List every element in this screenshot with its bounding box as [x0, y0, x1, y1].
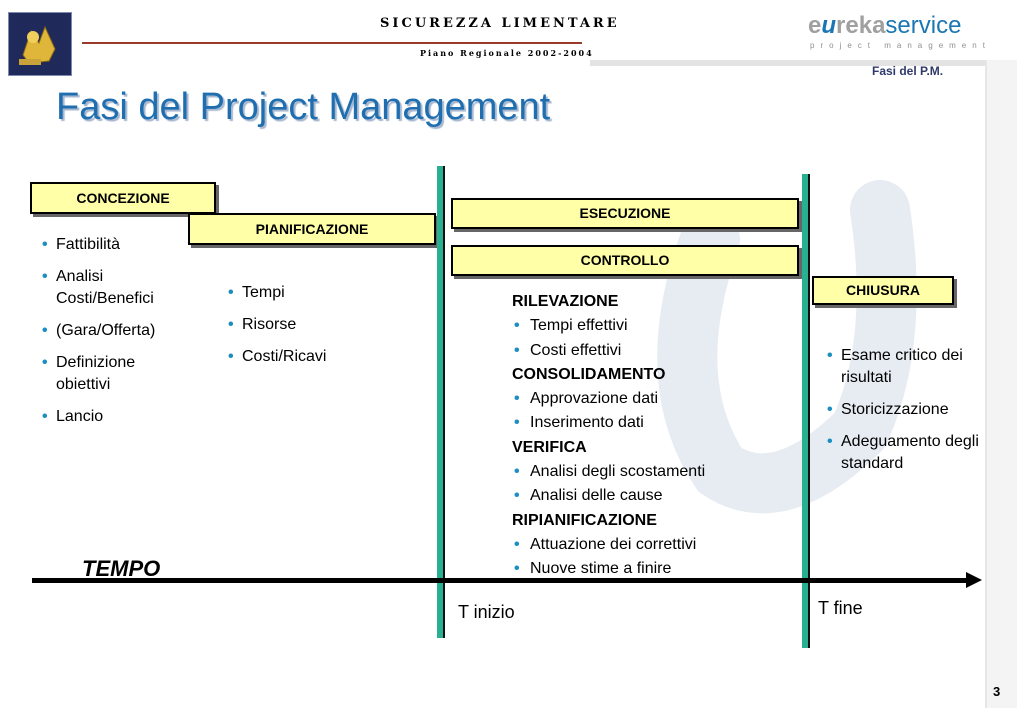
phase-controllo: CONTROLLO — [451, 245, 799, 276]
pianificazione-list — [226, 282, 406, 368]
timeline-label: TEMPO — [82, 556, 161, 581]
list-item: • (Gara/Offerta) — [40, 320, 190, 342]
eureka-u: u — [821, 12, 837, 39]
list-item: • Inserimento dati — [512, 411, 705, 435]
section-heading: CONSOLIDAMENTO — [512, 365, 666, 383]
section-heading: RIPIANIFICAZIONE — [512, 511, 657, 529]
header-rule — [82, 42, 582, 44]
list-item: • Fattibilità — [40, 234, 190, 256]
list-item: • Approvazione dati — [512, 387, 705, 411]
list-item: • Definizione obiettivi — [40, 352, 190, 396]
eureka-reka: reka — [836, 12, 886, 39]
section-heading: VERIFICA — [512, 438, 587, 456]
list-item: • Lancio — [40, 406, 190, 428]
list-item: • Tempi effettivi — [512, 314, 705, 338]
phase-pianificazione: PIANIFICAZIONE — [188, 213, 436, 245]
phase-concezione: CONCEZIONE — [30, 182, 216, 214]
list-item: • Analisi Costi/Benefici — [40, 266, 190, 310]
chiusura-list — [825, 345, 985, 475]
eureka-logo — [808, 12, 961, 40]
timeline-axis — [32, 578, 972, 583]
section-label: Fasi del P.M. — [872, 64, 944, 78]
page-title: Fasi del Project Management — [56, 86, 551, 128]
eureka-service: service — [885, 12, 962, 39]
right-decorative-border — [985, 60, 1017, 708]
list-item: • Costi effettivi — [512, 339, 705, 363]
milestone-line-start — [437, 166, 445, 638]
eureka-prefix: e — [808, 12, 822, 39]
list-item: • Attuazione dei correttivi — [512, 533, 705, 557]
list-item: • Tempi — [226, 282, 406, 304]
list-item: • Esame critico dei risultati — [825, 345, 985, 389]
t-inizio-label: T inizio — [458, 602, 515, 622]
list-item: • Storicizzazione — [825, 399, 985, 421]
eureka-subtitle: project management — [810, 41, 991, 50]
timeline-arrow-head — [966, 572, 982, 588]
phase-chiusura: CHIUSURA — [812, 276, 954, 305]
t-fine-label: T fine — [818, 598, 863, 618]
region-logo — [8, 12, 72, 76]
brand-subtitle: Piano Regionale 2002-2004 — [420, 48, 594, 58]
controllo-details — [512, 290, 705, 582]
list-item: • Costi/Ricavi — [226, 346, 406, 368]
brand-title: SICUREZZA LIMENTARE — [380, 16, 620, 31]
list-item: • Risorse — [226, 314, 406, 336]
page-number: 3 — [993, 684, 1001, 699]
phase-esecuzione: ESECUZIONE — [451, 198, 799, 229]
list-item: • Analisi degli scostamenti — [512, 460, 705, 484]
list-item: • Nuove stime a finire — [512, 557, 705, 581]
list-item: • Adeguamento degli standard — [825, 431, 985, 475]
concezione-list — [40, 234, 190, 428]
list-item: • Analisi delle cause — [512, 484, 705, 508]
section-heading: RILEVAZIONE — [512, 293, 619, 310]
milestone-line-end — [802, 174, 810, 648]
